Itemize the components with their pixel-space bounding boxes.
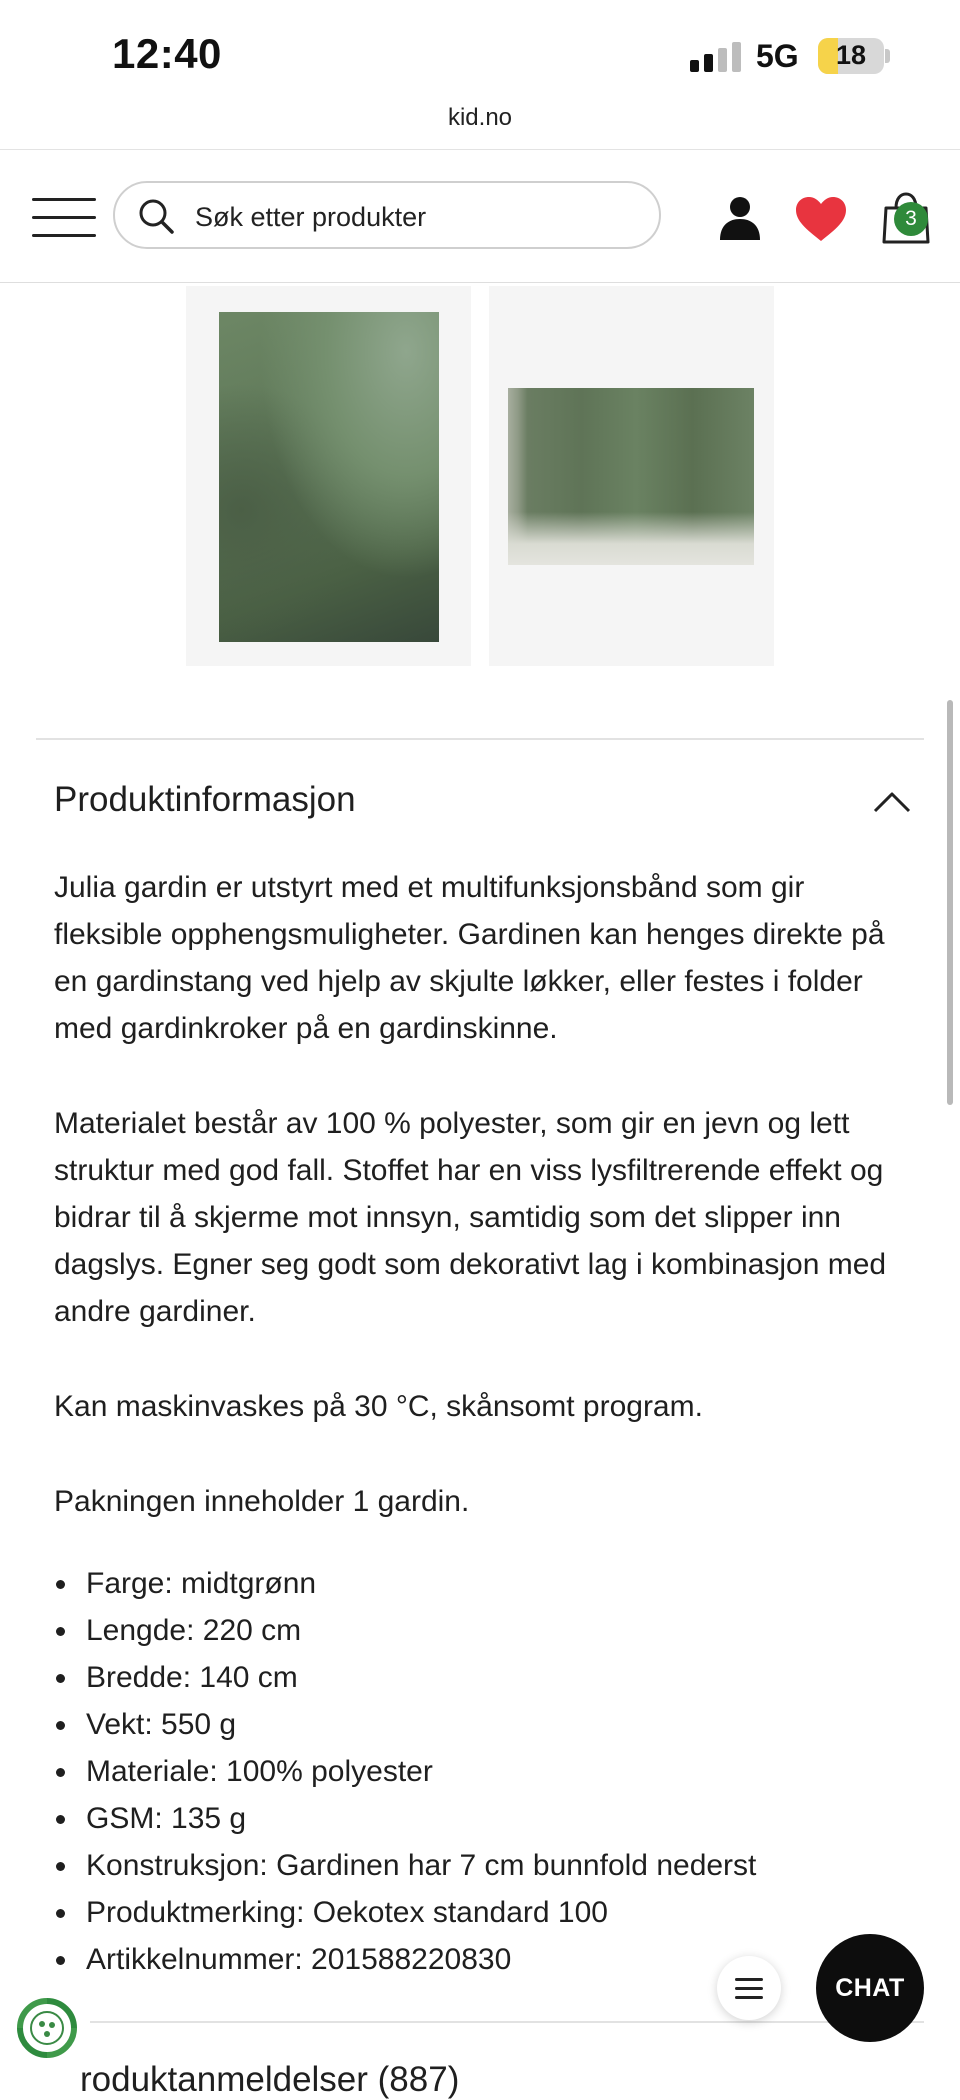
- url-domain[interactable]: kid.no: [447, 104, 513, 131]
- spec-item: Produktmerking: Oekotex standard 100: [54, 1889, 756, 1936]
- network-type: 5G: [756, 38, 799, 74]
- product-info-title[interactable]: Produktinformasjon: [54, 780, 356, 819]
- description-paragraph: Julia gardin er utstyrt med et multifunksjonsbånd som gir fleksible opphengsmuligheter. Gardinen kan henges direkte på en gardinstang ved hjelp av skjulte løkker, eller festes i folder med gardinkroker på en gardinskinne.: [54, 871, 885, 1045]
- spec-item: Artikkelnummer: 201588220830: [54, 1936, 756, 1983]
- section-divider: [90, 2021, 924, 2023]
- washing-instructions: Kan maskinvaskes på 30 °C, skånsomt program.: [54, 1390, 703, 1423]
- header-divider: [0, 282, 960, 283]
- spec-list: [54, 1560, 756, 1983]
- package-contents: Pakningen inneholder 1 gardin.: [54, 1485, 470, 1518]
- spec-item: Materiale: 100% polyester: [54, 1748, 756, 1795]
- signal-icon: [690, 42, 742, 72]
- search-input[interactable]: [113, 181, 661, 249]
- battery-level: 18: [835, 40, 867, 70]
- search-icon: [137, 197, 175, 235]
- spec-item: Konstruksjon: Gardinen har 7 cm bunnfold nederst: [54, 1842, 756, 1889]
- fabric-closeup-image: [219, 312, 439, 642]
- floating-menu-button[interactable]: [717, 1956, 781, 2020]
- page-scrollbar[interactable]: [947, 700, 953, 1105]
- section-divider: [36, 738, 924, 740]
- cart-count-badge[interactable]: 3: [894, 202, 928, 236]
- chevron-up-icon[interactable]: [872, 790, 912, 814]
- spec-item: Vekt: 550 g: [54, 1701, 756, 1748]
- battery-icon: [818, 38, 884, 74]
- spec-item: Bredde: 140 cm: [54, 1654, 756, 1701]
- search-placeholder: Søk etter produkter: [195, 202, 427, 232]
- description-paragraph: Materialet består av 100 % polyester, som gir en jevn og lett struktur med god fall. Stoffet har en viss lysfiltrerende effekt og bidrar til å skjerme mot innsyn, samtidig som det slipper inn dagslys. Egner seg godt som dekorativt lag i kombinasjon med andre gardiner.: [54, 1107, 887, 1328]
- user-account-icon[interactable]: [716, 194, 764, 242]
- battery-tip: [885, 49, 890, 63]
- browser-divider: [0, 149, 960, 150]
- eco-badge-icon[interactable]: [14, 1995, 80, 2061]
- hamburger-menu-icon[interactable]: [32, 196, 96, 238]
- status-time: 12:40: [112, 30, 222, 77]
- spec-item: Farge: midtgrønn: [54, 1560, 756, 1607]
- chat-button[interactable]: CHAT: [816, 1934, 924, 2042]
- spec-item: GSM: 135 g: [54, 1795, 756, 1842]
- curtain-hem-image: [508, 388, 754, 565]
- favorites-heart-icon[interactable]: [794, 196, 848, 242]
- spec-item: Lengde: 220 cm: [54, 1607, 756, 1654]
- reviews-section-title[interactable]: roduktanmeldelser (887): [80, 2060, 460, 2099]
